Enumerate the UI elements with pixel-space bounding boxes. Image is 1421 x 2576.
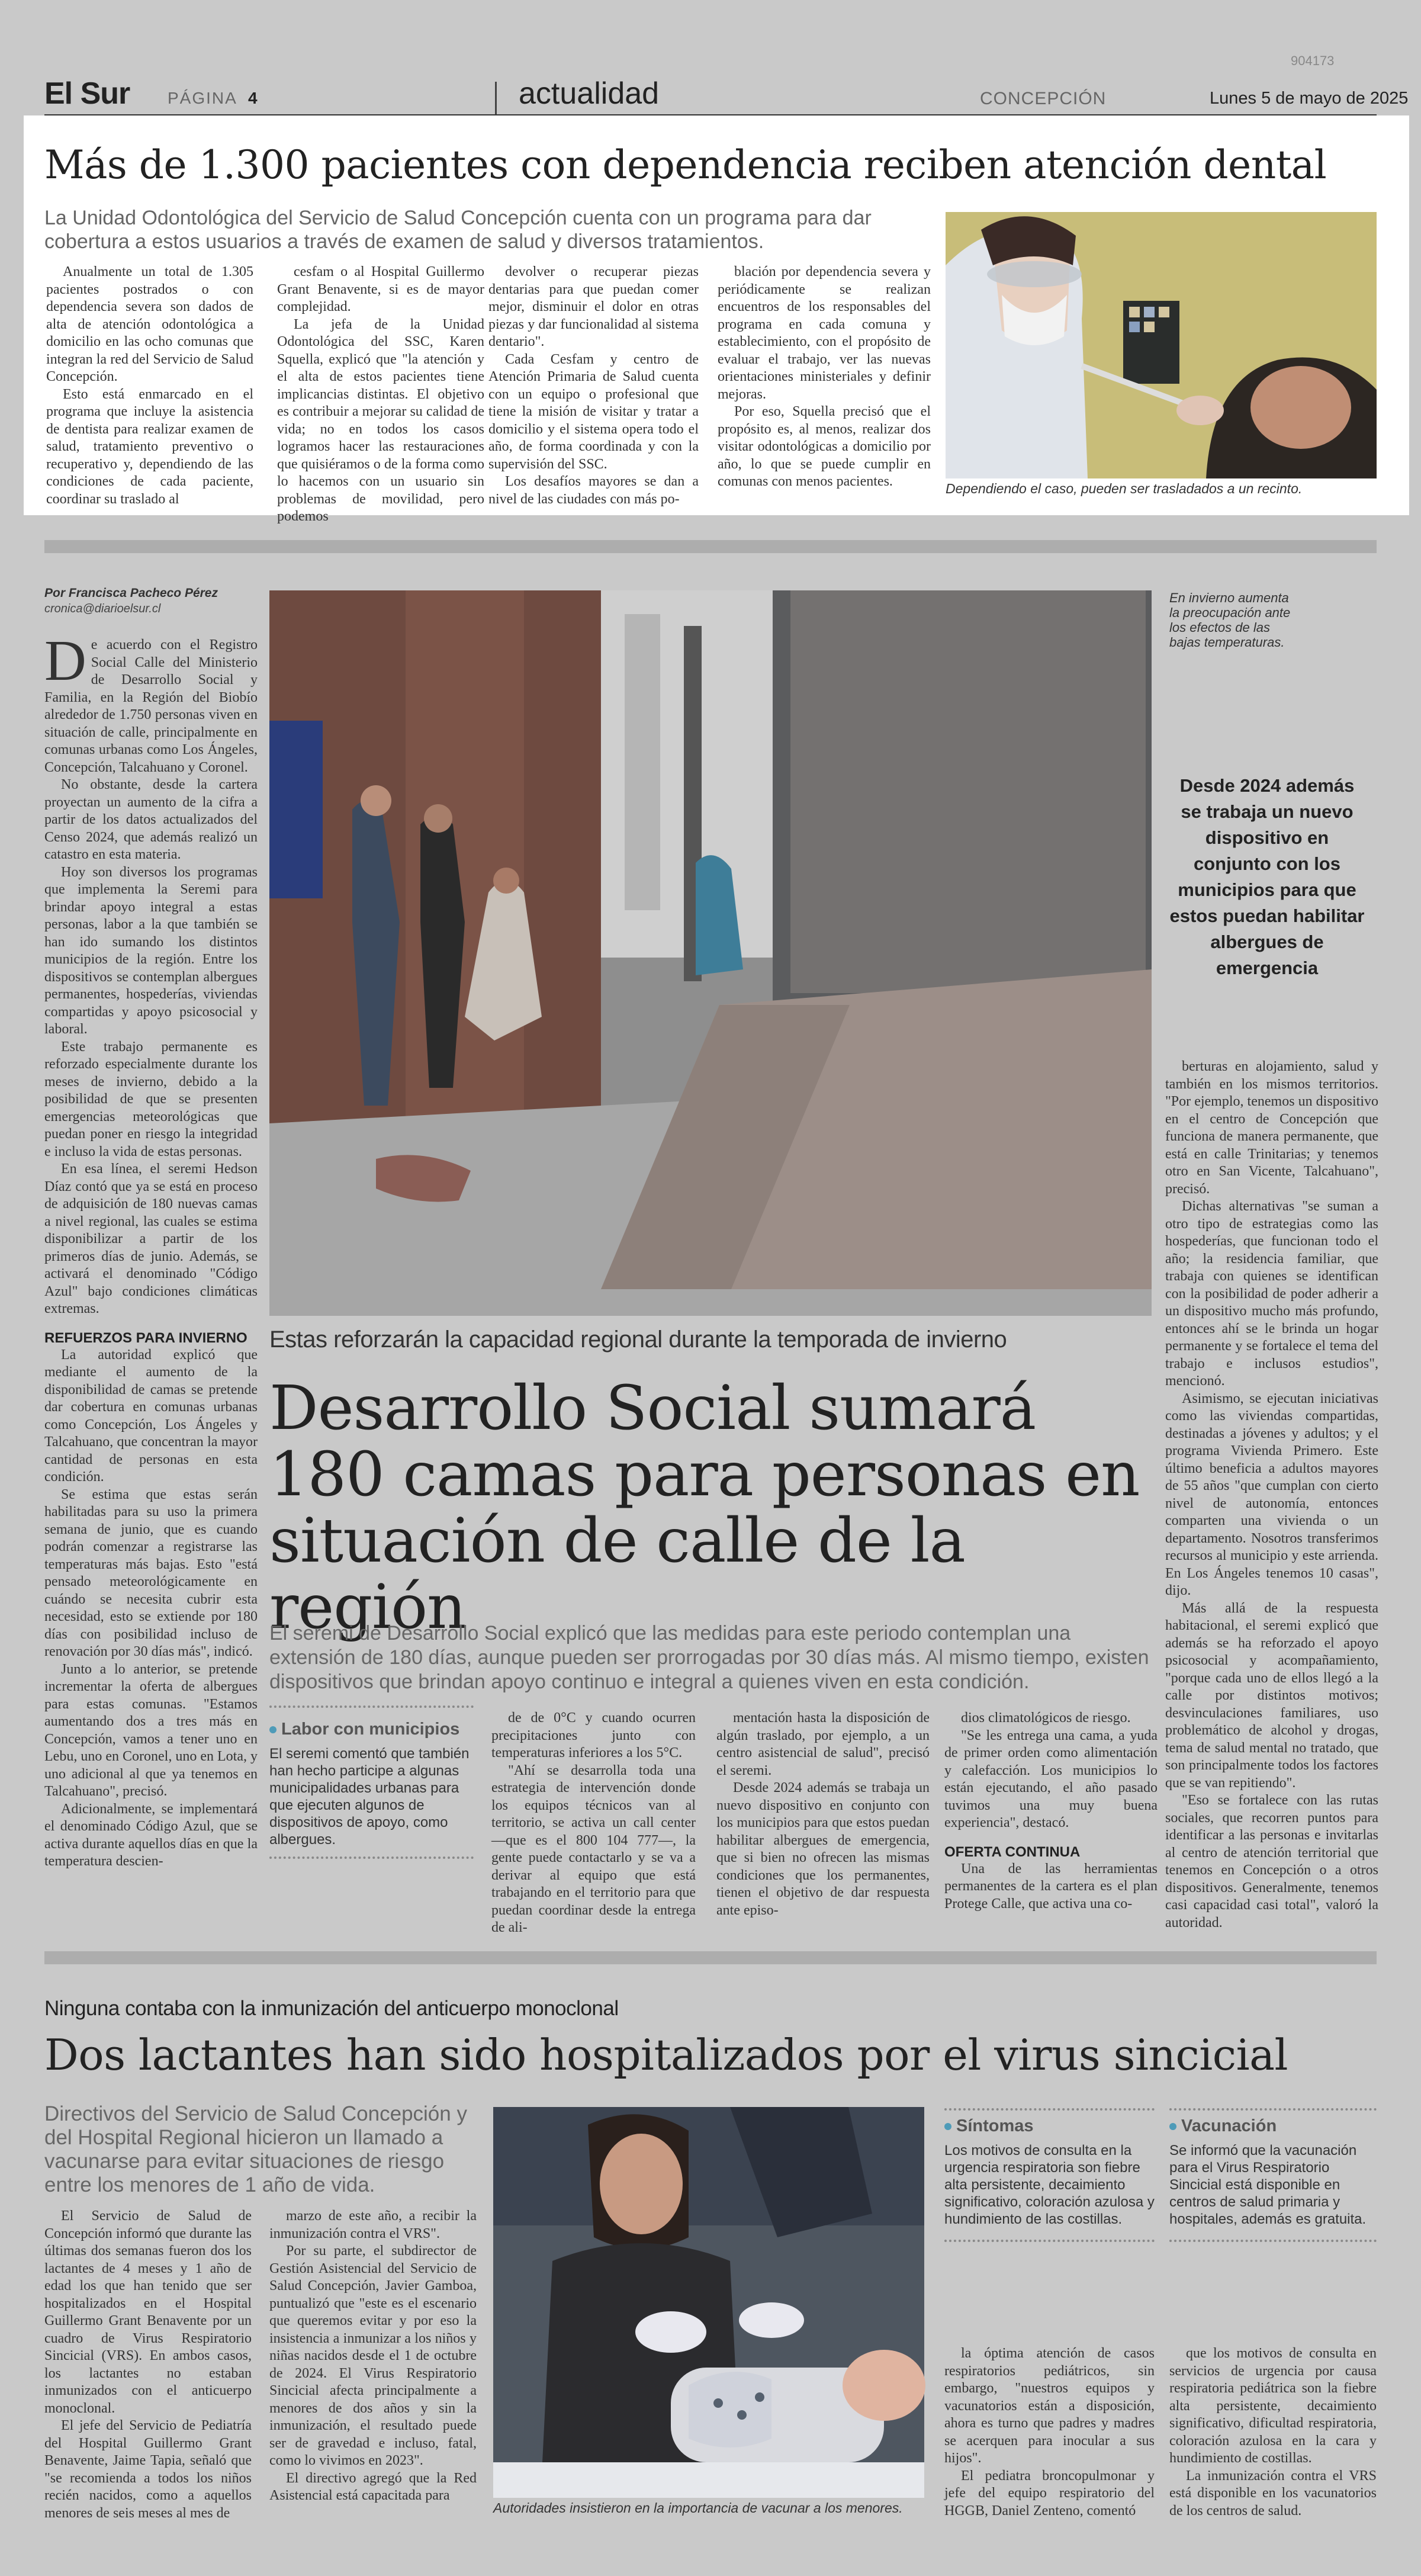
paragraph: "Eso se fortalece con las rutas sociales, que recorren puntos para identificar a las personas e invitarlas al centro de atención territorial que tenemos en Concepción o a otros dispositivos. Generalmente, tenemos casi capacidad casi total", valoró la autoridad. [1165,1793,1378,1931]
street-photo-caption: En invierno aumenta la preocupación ante los efectos de las bajas temperaturas. [1169,590,1291,650]
body-text [491,1710,696,1937]
box-bottom-rule [269,1856,474,1859]
article-street-col-left [44,629,258,1919]
bullet-icon [944,2123,951,2130]
dental-photo [946,212,1377,478]
rsv-kicker: Ninguna contaba con la inmunización del anticuerpo monoclonal [44,1997,619,2020]
paragraph: Hoy son diversos los programas que implementa la Seremi para brindar apoyo integral a estas personas, labor a la que también se han ido sumando los distintos municipios de la región. Entre los dispositivos se contemplan albergues permanentes, hospederías, viviendas compartidas y apoyo psicosocial y laboral. [44,864,258,1037]
article-street-colA [491,1710,696,1935]
article-dental-col2 [277,264,484,524]
paragraph: La inmunización contra el VRS está disponible en los vacunatorios de los centros de salud. [1169,2468,1377,2519]
subhead-refuerzos: REFUERZOS PARA INVIERNO [44,1329,247,1346]
paragraph: Esto está enmarcado en el programa que incluye la asistencia de dentista para realizar examen de salud, tratamiento preventivo o recuperativo y, dependiendo de las condiciones de cada paciente, coordinar su traslado al [46,386,253,507]
box-sintomas-top-rule [944,2108,1155,2111]
paragraph: Los desafíos mayores se dan a nivel de las ciudades con más po- [488,474,699,507]
box-vacunacion-bottom-rule [1169,2240,1377,2242]
box-labor-title [269,1720,474,1739]
rsv-col3 [944,2345,1155,2517]
subhead-oferta: OFERTA CONTINUA [944,1843,1081,1860]
article-dental-deck: La Unidad Odontológica del Servicio de Salud Concepción cuenta con un programa para dar cobertura a estos usuarios a través de examen de salud y diversos tratamientos. [44,207,872,253]
box-sintomas-text: Los motivos de consulta en la urgencia respiratoria son fiebre alta persistente, decaimiento significativo, coloración azulosa y hundimiento de las costillas. [944,2143,1155,2227]
street-deck: El seremi de Desarrollo Social explicó que las medidas para este periodo contemplan una extensión de 180 días, aunque pueden ser prorrogadas por 30 días más. Al mismo tiempo, existen dispositivos que brindan apoyo continuo e integral a quienes viven en esta condición. [269,1622,1149,1693]
box-vacunacion-text: Se informó que la vacunación para el Virus Respiratorio Sincicial está disponible en centros de salud primaria y hospitales, además es gratuita. [1169,2143,1367,2227]
section-separator [495,82,497,117]
paragraph: Más allá de la respuesta habitacional, el seremi explicó que además se ha reforzado el apoyo psicosocial y acompañamiento, "porque cada uno de ellos llegó a la calle por distintos motivos; desvinculaciones familiares, uso problemático de alcohol y drogas, tema de salud mental no tratado, que son principalmente todos los factores que se van repitiendo". [1165,1600,1378,1791]
paragraph: No obstante, desde la cartera proyectan un aumento de la cifra a partir de los datos actualizados del Censo 2024, que además realizó un catastro en esta materia. [44,777,258,862]
body-text [944,2345,1155,2520]
article-street-col-right [1165,1058,1378,1931]
body-text [1165,1058,1378,1932]
paragraph: dios climatológicos de riesgo. [961,1710,1131,1726]
box-vacunacion-title-text: Vacunación [1181,2116,1277,2135]
lead-text: e acuerdo con el Registro Social Calle del Ministerio de Desarrollo Social y Familia, en la Región del Biobío alrededor de 1.750 personas viven en situación de calle, principalmente en comunas urbanas como Los Ángeles, Concepción, Talcahuano y Coronel. [44,637,258,775]
issue-date: Lunes 5 de mayo de 2025 [1210,89,1409,108]
street-title: Desarrollo Social sumará 180 camas para personas en situación de calle de la región [269,1373,1140,1643]
paragraph: Una de las herramientas permanentes de la cartera es el plan Protege Calle, que activa una co- [944,1861,1158,1912]
paragraph: de de 0°C y cuando ocurren precipitaciones junto con temperaturas inferiores a los 5°C. [491,1710,696,1761]
rsv-photo [493,2107,924,2498]
article-dental-col4 [718,264,931,512]
paragraph: mentación hasta la disposición de algún traslado, por ejemplo, a un centro asistencial de salud", precisó el seremi. [716,1710,930,1778]
paragraph: El directivo agregó que la Red Asistencial está capacitada para [269,2470,477,2503]
page-code: 904173 [1291,53,1335,68]
byline: Por Francisca Pacheco Pérez [44,586,218,600]
box-sintomas-title-text: Síntomas [956,2116,1034,2135]
paragraph: En esa línea, el seremi Hedson Díaz contó que ya se está en proceso de adquisición de 180 nuevas camas a nivel regional, las cuales se estima disponibilizar a partir de los primeros días de junio. Además, se activará el denominado "Código Azul" bajo condiciones climáticas extremas. [44,1161,258,1316]
body-text [716,1710,930,1919]
box-labor-title-text: Labor con municipios [281,1720,460,1739]
paragraph: Dichas alternativas "se suman a otro tipo de estrategias como las hospederías, que funcionan todo el año; la residencia familiar, que trabaja con quienes se identifican con la posibilidad de poder adherir a un dispositivo mucho más profundo, entonces ahí se le brinda un hogar permanente y se fortalece el tema del trabajo e inclusos estudios", mencionó. [1165,1199,1378,1389]
paragraph: El jefe del Servicio de Pediatría del Hospital Guillermo Grant Benavente, Jaime Tapia, señaló que "se recomienda a todos los niños recién nacidos, como a aquellos menores de seis meses al mes de [44,2418,252,2521]
article-dental-col1 [46,264,253,512]
paragraph: Por eso, Squella precisó que el propósito es, al menos, realizar dos visitar odontológicas a domicilio por año, lo que se puede cumplir en comunas con menos pacientes. [718,404,931,489]
paragraph: El pediatra broncopulmonar y jefe del equipo respiratorio del HGGB, Daniel Zenteno, comentó [944,2468,1155,2519]
section-divider-2 [44,1951,1377,1964]
section-divider [44,540,1377,553]
paragraph: Este trabajo permanente es reforzado especialmente durante los meses de invierno, debido a la posibilidad de que se presenten emergencias meteorológicas que puedan poner en riesgo la integridad e incluso la vida de estas personas. [44,1039,258,1159]
masthead-brand: El Sur [44,76,130,111]
rsv-col2 [269,2208,477,2516]
paragraph: marzo de este año, a recibir la inmunización contra el VRS". [269,2208,477,2241]
bullet-icon [1169,2123,1176,2130]
body-text [44,776,258,1318]
paragraph: Se estima que estas serán habilitadas para su uso la primera semana de junio, que es cuando podrán comenzar a registrarse las temperaturas más bajas. Esto "está pensado meteorológicamente en cuándo se necesita cubrir esta necesidad, esto se extiende por 180 días con posibilidad incluso de renovación por 30 días más", indicó. [44,1486,258,1659]
body-text [944,1861,1158,1913]
body-text [1169,2345,1377,2520]
box-sintomas-title [944,2116,1155,2136]
box-labor-municipios [269,1705,474,1883]
paragraph: Por su parte, el subdirector de Gestión Asistencial del Servicio de Salud Concepción, Javier Gamboa, puntualizó que "este es el escenario que queremos evitar y por eso la insistencia a inmunizar a los niños y niñas nacidos desde el 1 de octubre de 2024. El Virus Respiratorio Sincicial afecta principalmente a menores de dos años y sin la inmunización, el resultado puede ser de gravedad e incluso, fatal, como lo vivimos en 2023". [269,2243,477,2468]
paragraph: La autoridad explicó que mediante el aumento de la disponibilidad de camas se pretende dar cobertura en comunas urbanas como Concepción, Los Ángeles y Talcahuano, que concentran la mayor cantidad de personas en esta condición. [44,1347,258,1485]
rsv-col1 [44,2208,252,2521]
paragraph: que los motivos de consulta en servicios de urgencia por causa respiratoria pediátrica son la fiebre alta persistente, decaimiento significativo, dificultad respiratoria, coloración azulosa en la cara y hundimiento de costillas. [1169,2346,1377,2466]
bullet-icon [269,1726,277,1733]
paragraph: Desde 2024 además se trabaja un nuevo dispositivo en conjunto con los municipios para que estos puedan habilitar albergues de emergencia, que si bien no ofrecen las mismas condiciones que los permanentes, tienen el objetivo de dar respuesta ante episo- [716,1780,930,1918]
paragraph: Cada Cesfam y centro de Atención Primaria de Salud cuenta con un equipo o profesional que tiene la misión de visitar y tratar a domicilio y el sistema opera todo el año, de forma coordinada y con la supervisión del SSC. [488,351,699,472]
rsv-col4 [1169,2345,1377,2517]
article-dental-col3 [488,264,699,512]
paragraph: Asimismo, se ejecutan iniciativas como las viviendas compartidas, destinadas a jóvenes y adultos; y el programa Vivienda Primero. Este último beneficia a adultos mayores de 55 años "que cumplan con cierto nivel de autonomía, entonces comparten una vivienda o un departamento. Nosotros transferimos recursos al municipio y este arrienda. En Los Ángeles tenemos 10 casas", dijo. [1165,1390,1378,1598]
pullquote: Desde 2024 además se trabaja un nuevo dispositivo en conjunto con los municipios para que estos puedan habilitar albergues de emergencia [1169,775,1365,978]
paragraph: Anualmente un total de 1.305 pacientes postrados o con dependencia severa son dados de alta de atención odontológica a domicilio en las ocho comunas que integran la red del Servicio de Salud Concepción. [46,264,253,384]
body-text [44,2208,252,2522]
paragraph: El Servicio de Salud de Concepción informó que durante las últimas dos semanas fueron dos los lactantes de 4 meses y 1 año de edad los que han tenido que ser hospitalizados en el Hospital Guillermo Grant Benavente por un cuadro de Virus Respiratorio Sincicial (VRS). En ambos casos, los lactantes no estaban inmunizados con el anticuerpo monoclonal. [44,2208,252,2416]
body-text [269,2208,477,2505]
section-name: actualidad [519,76,660,111]
body-text [944,1710,1158,1832]
dropcap: D [44,629,86,693]
body-text [718,264,931,491]
article-street-colC [944,1710,1158,1920]
street-photo [269,590,1152,1316]
paragraph: Adicionalmente, se implementará el denominado Código Azul, que se activa durante aquellos días en que la temperatura descien- [44,1801,258,1869]
page-number: 4 [248,89,259,107]
page-label [168,89,259,108]
box-sintomas [944,2108,1155,2259]
rsv-deck: Directivos del Servicio de Salud Concepción y del Hospital Regional hicieron un llamado a vacunarse para evitar situaciones de riesgo entre los menores de 1 año de vida. [44,2102,467,2196]
paragraph: la óptima atención de casos respiratorios pediátricos, sin embargo, "nuestros equipos y vacunatorios están a disposición, ahora es turno que padres y madres se acerquen para inocular a sus hijos". [944,2346,1155,2466]
paragraph: blación por dependencia severa y periódicamente se realizan encuentros de los responsables del programa en cada comuna y establecimiento, con el propósito de evaluar el trabajo, ver las nuevas orientaciones ministeriales y definir mejoras. [718,264,931,402]
paragraph: "Ahí se desarrolla toda una estrategia de intervención donde los equipos técnicos van al territorio, se activa un call center —que es el 800 104 777—, la gente puede contactarlo y se va a derivar al equipo que está trabajando en el territorio para que puedan coordinar desde la entrega de ali- [491,1762,696,1935]
byline-email: cronica@diarioelsur.cl [44,602,161,615]
dropcap-paragraph [44,629,258,776]
page-label-text: PÁGINA [168,89,237,107]
paragraph: berturas en alojamiento, salud y también en los mismos territorios. "Por ejemplo, tenemos un dispositivo en el centro de Concepción que funciona de manera permanente, que está en calle Trinitarias; y tenemos otro en San Vicente, Talcahuano", precisó. [1165,1059,1378,1197]
body-text [277,264,484,526]
rsv-photo-caption: Autoridades insistieron en la importancia de vacunar a los menores. [493,2500,903,2516]
article-street-colB [716,1710,930,1920]
paragraph: Junto a lo anterior, se pretende incrementar la oferta de albergues para estas comunas. "Estamos aumentando dos a tres más en Concepción, vamos a tener uno en Lebu, uno en Coronel, uno en Lota, y uno adicional al que ya tenemos en Talcahuano", precisó. [44,1661,258,1799]
box-labor-text: El seremi comentó que también han hecho participe a algunas municipalidades urbanas para que ejecuten algunos de dispositivos de apoyo, como albergues. [269,1746,470,1848]
paragraph: cesfam o al Hospital Guillermo Grant Benavente, si es de mayor complejidad. [277,264,484,314]
article-dental-title: Más de 1.300 pacientes con dependencia reciben atención dental [44,142,1327,188]
paragraph: "Se les entrega una cama, a yuda de primer orden como alimentación y calefacción. Los municipios lo están ejecutando, el año pasado tuvimos una muy buena experiencia", destacó. [944,1727,1158,1830]
paragraph: La jefa de la Unidad Odontológica del SSC, Karen Squella, explicó que "la atención y el alta de estos pacientes tiene implicancias distintas. El objetivo es contribuir a mejorar su calidad de vida; no en todos los casos logramos hacer las restauraciones que quisiéramos o de la forma como lo hacemos con un usuario sin problemas de movilidad, pero podemos [277,316,484,524]
box-vacunacion [1169,2108,1377,2259]
paragraph: devolver o recuperar piezas dentarias para que puedan comer mejor, disminuir el dolor en otras piezas y dar funcionalidad al sistema dentario". [488,264,699,349]
city-label: CONCEPCIÓN [980,89,1107,108]
body-text [44,1347,258,1871]
box-sintomas-bottom-rule [944,2240,1155,2242]
box-vacunacion-top-rule [1169,2108,1377,2111]
box-top-rule [269,1705,474,1708]
body-text [488,264,699,508]
dental-photo-caption: Dependiendo el caso, pueden ser trasladados a un recinto. [946,481,1303,496]
box-vacunacion-title [1169,2116,1377,2136]
street-kicker: Estas reforzarán la capacidad regional durante la temporada de invierno [269,1326,1007,1353]
rsv-title: Dos lactantes han sido hospitalizados por el virus sincicial [44,2030,1288,2080]
body-text [46,264,253,508]
